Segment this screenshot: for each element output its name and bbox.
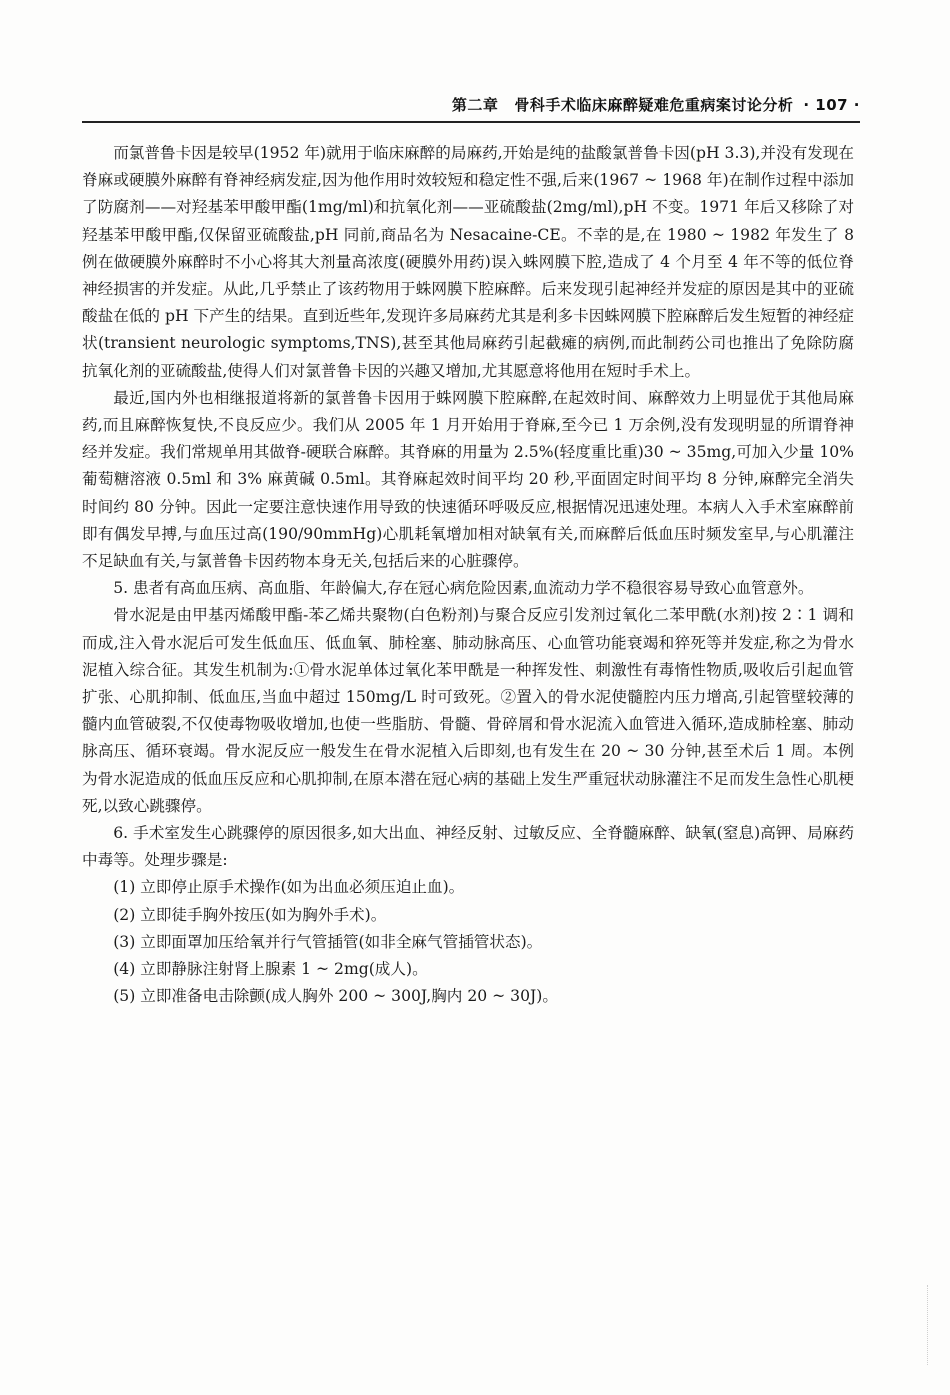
- paragraph-chloroprocaine-history: 而氯普鲁卡因是较早(1952 年)就用于临床麻醉的局麻药,开始是纯的盐酸氯普鲁卡因(pH 3.3),并没有发现在脊麻或硬膜外麻醉有脊神经病发症,因为他作用时效较短和稳定性不强,后来(1967 ~ 1968 年)在制作过程中添加了防腐剂——对羟基苯甲酸甲酯(1mg/ml)和抗氧化剂——亚硫酸盐(2mg/ml),pH 不变。1971 年后又移除了对羟基苯甲酸甲酯,仅保留亚硫酸盐,pH 同前,商品名为 Nesacaine-CE。不幸的是,在 1980 ~ 1982 年发生了 8 例在做硬膜外麻醉时不小心将其大剂量高浓度(硬膜外用药)误入蛛网膜下腔,造成了 4 个月至 4 年不等的低位脊神经损害的并发症。从此,几乎禁止了该药物用于蛛网膜下腔麻醉。后来发现引起神经并发症的原因是其中的亚硫酸盐在低的 pH 下产生的结果。直到近些年,发现许多局麻药尤其是利多卡因蛛网膜下腔麻醉后发生短暂的神经症状(transient neurologic symptoms,TNS),甚至其他局麻药引起截瘫的病例,而此制药公司也推出了免除防腐抗氧化剂的亚硫酸盐,使得人们对氯普鲁卡因的兴趣又增加,尤其愿意将他用在短时手术上。: [82, 144, 854, 380]
- step-item: (5) 立即准备电击除颤(成人胸外 200 ~ 300J,胸内 20 ~ 30J)。: [113, 987, 558, 1006]
- step-item: (3) 立即面罩加压给氧并行气管插管(如非全麻气管插管状态)。: [113, 932, 543, 951]
- page-number: · 107 ·: [803, 96, 860, 114]
- scan-edge-mark: [917, 1285, 928, 1365]
- chapter-title: 骨科手术临床麻醉疑难危重病案讨论分析: [514, 96, 794, 114]
- paragraph-point-6: 6. 手术室发生心跳骤停的原因很多,如大出血、神经反射、过敏反应、全脊髓麻醉、缺氧(窒息)高钾、局麻药中毒等。处理步骤是:: [82, 824, 854, 870]
- paragraph-point-5: 5. 患者有高血压病、高血脂、年龄偏大,存在冠心病危险因素,血流动力学不稳很容易导致心血管意外。: [113, 579, 814, 598]
- body-text: [82, 140, 854, 1011]
- running-header: [82, 94, 860, 120]
- chapter-label: 第二章: [451, 96, 499, 114]
- step-item: (2) 立即徒手胸外按压(如为胸外手术)。: [113, 905, 387, 924]
- paragraph-chloroprocaine-clinical: 最近,国内外也相继报道将新的氯普鲁卡因用于蛛网膜下腔麻醉,在起效时间、麻醉效力上明显优于其他局麻药,而且麻醉恢复快,不良反应少。我们从 2005 年 1 月开始用于脊麻,至今已 1 万余例,没有发现明显的所谓脊神经并发症。我们常规单用其做脊-硬联合麻醉。其脊麻的用量为 2.5%(轻度重比重)30 ~ 35mg,可加入少量 10% 葡萄糖溶液 0.5ml 和 3% 麻黄碱 0.5ml。其脊麻起效时间平均 20 秒,平面固定时间平均 8 分钟,麻醉完全消失时间约 80 分钟。因此一定要注意快速作用导致的快速循环呼吸反应,根据情况迅速处理。本病人入手术室麻醉前即有偶发早搏,与血压过高(190/90mmHg)心肌耗氧增加相对缺氧有关,而麻醉后低血压时频发室早,与心肌灌注不足缺血有关,与氯普鲁卡因药物本身无关,包括后来的心脏骤停。: [82, 388, 854, 571]
- header-rule: [82, 121, 860, 123]
- step-item: (1) 立即停止原手术操作(如为出血必须压迫止血)。: [113, 878, 465, 897]
- step-item: (4) 立即静脉注射肾上腺素 1 ~ 2mg(成人)。: [113, 960, 428, 979]
- paragraph-bone-cement: 骨水泥是由甲基丙烯酸甲酯-苯乙烯共聚物(白色粉剂)与聚合反应引发剂过氧化二苯甲酰(水剂)按 2∶1 调和而成,注入骨水泥后可发生低血压、低血氧、肺栓塞、肺动脉高压、心血管功能衰竭和猝死等并发症,称之为骨水泥植入综合征。其发生机制为:①骨水泥单体过氧化苯甲酰是一种挥发性、刺激性有毒惰性物质,吸收后引起血管扩张、心肌抑制、低血压,当血中超过 150mg/L 时可致死。②置入的骨水泥使髓腔内压力增高,引起管壁较薄的髓内血管破裂,不仅使毒物吸收增加,也使一些脂肪、骨髓、骨碎屑和骨水泥流入血管进入循环,造成肺栓塞、肺动脉高压、循环衰竭。骨水泥反应一般发生在骨水泥植入后即刻,也有发生在 20 ~ 30 分钟,甚至术后 1 周。本例为骨水泥造成的低血压反应和心肌抑制,在原本潜在冠心病的基础上发生严重冠状动脉灌注不足而发生急性心肌梗死,以致心跳骤停。: [82, 606, 854, 815]
